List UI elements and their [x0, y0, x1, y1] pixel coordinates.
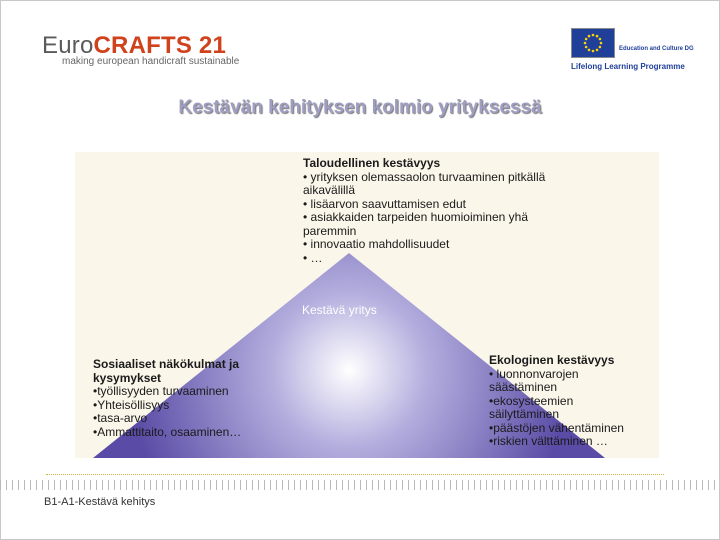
social-line: •Ammattitaito, osaaminen…	[93, 424, 242, 439]
economic-sustainability-block	[303, 157, 603, 265]
ecological-line: •ekosysteemien	[489, 393, 574, 408]
ecological-line: • luonnonvarojen	[489, 366, 579, 381]
economic-line: • asiakkaiden tarpeiden huomioiminen yhä	[303, 210, 529, 224]
footer-code: B1-A1-Kestävä kehitys	[44, 496, 156, 508]
economic-line: paremmin	[303, 223, 357, 238]
social-line: •tasa-arvo	[93, 411, 148, 425]
ecological-line: säilyttäminen	[489, 407, 560, 421]
economic-line: aikavälillä	[303, 183, 356, 197]
social-aspects-block	[93, 358, 283, 439]
eu-program-label: Education and Culture DG	[619, 46, 694, 52]
divider-line	[46, 474, 664, 475]
social-line: •työllisyyden turvaaminen	[93, 384, 229, 398]
center-label: Kestävä yritys	[302, 303, 377, 317]
ecological-line: säästäminen	[489, 380, 558, 394]
ecological-line: •riskien välttäminen …	[489, 434, 608, 448]
ecological-heading: Ekologinen kestävyys	[489, 353, 615, 367]
economic-heading: Taloudellinen kestävyys	[303, 156, 441, 170]
logo-text-euro: Euro	[42, 32, 94, 59]
logo-text-crafts: CRAFTS 21	[93, 32, 226, 59]
slide-title: Kestävän kehityksen kolmio yrityksessä	[178, 97, 542, 118]
social-heading-line: kysymykset	[93, 370, 162, 385]
economic-line: • yrityksen olemassaolon turvaaminen pitkällä	[303, 169, 546, 184]
social-line: •Yhteisöllisyys	[93, 397, 170, 412]
economic-line: • lisäarvon saavuttamisen edut	[303, 196, 466, 211]
llp-label: Lifelong Learning Programme	[571, 62, 685, 71]
economic-line: • …	[303, 250, 323, 265]
decorative-ruler	[0, 480, 720, 490]
economic-line: • innovaatio mahdollisuudet	[303, 237, 450, 251]
ecological-line: •päästöjen vähentäminen	[489, 420, 624, 435]
ecological-sustainability-block	[489, 354, 664, 449]
logo-tagline: making european handicraft sustainable	[62, 56, 240, 67]
social-heading-line: Sosiaaliset näkökulmat ja	[93, 357, 240, 371]
